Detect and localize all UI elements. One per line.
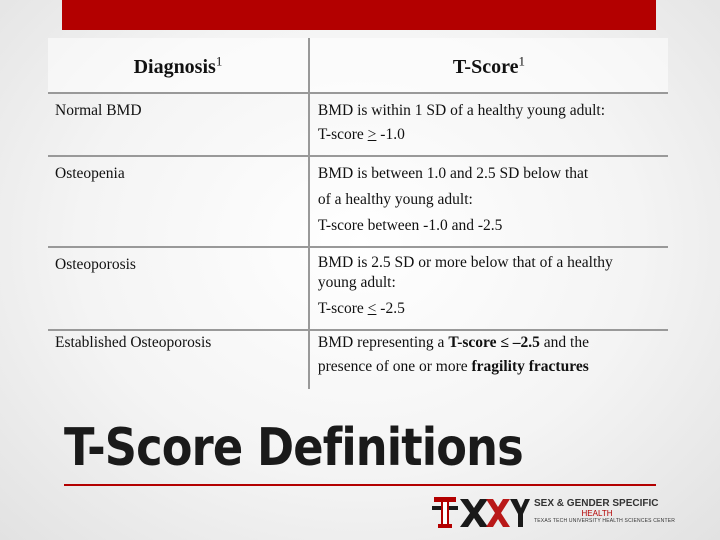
definition-text: T-score	[317, 300, 368, 317]
diagnosis-cell	[48, 93, 309, 156]
t-score-cell	[309, 247, 668, 330]
definition-text: -1.0	[376, 126, 405, 143]
definition-text: BMD representing a	[317, 334, 449, 351]
diagnosis-cell	[48, 247, 309, 330]
header-t-score	[309, 38, 668, 93]
diagnosis-text: Normal BMD	[55, 102, 142, 119]
definition-line	[318, 297, 661, 321]
comparison-symbol: >	[367, 126, 377, 143]
definition-line: young adult:	[317, 274, 396, 291]
table-row	[48, 330, 668, 389]
logo-line-2: HEALTH	[581, 509, 613, 518]
definition-text: T-score	[317, 126, 368, 143]
table-header-row	[48, 38, 668, 93]
header-diagnosis	[48, 38, 309, 93]
diagnosis-text: Osteopenia	[55, 165, 125, 182]
definition-text: and the	[539, 334, 589, 351]
definition-line: BMD is 2.5 SD or more below that of a healthy	[317, 254, 613, 271]
definition-line: T-score between -1.0 and -2.5	[317, 217, 503, 234]
footnote-marker: 1	[518, 52, 525, 68]
definition-line	[318, 123, 661, 147]
slide-title: T-Score Definitions	[64, 418, 523, 478]
definition-emphasis: fragility fractures	[471, 358, 589, 375]
definition-line: BMD is between 1.0 and 2.5 SD below that	[317, 165, 589, 182]
title-underline	[64, 484, 656, 486]
comparison-symbol: <	[367, 300, 377, 317]
header-diagnosis-label: Diagnosis	[133, 55, 216, 78]
table-row	[48, 247, 668, 330]
diagnosis-cell	[48, 156, 309, 247]
diagnosis-text: Established Osteoporosis	[55, 334, 212, 351]
ttu-xy-logo-icon	[430, 494, 530, 530]
diagnosis-text: Osteoporosis	[55, 256, 136, 273]
table-row	[48, 156, 668, 247]
t-score-cell	[309, 330, 668, 389]
footnote-marker: 1	[215, 52, 223, 68]
logo-text	[534, 498, 676, 524]
diagnosis-cell	[48, 330, 309, 389]
definition-text: presence of one or more	[317, 358, 472, 375]
logo-line-3: TEXAS TECH UNIVERSITY HEALTH SCIENCES CENTER	[534, 518, 676, 524]
definition-line	[318, 355, 661, 379]
institution-logo	[430, 494, 676, 530]
t-score-cell	[309, 93, 668, 156]
definition-line: BMD is within 1 SD of a healthy young adult:	[317, 102, 606, 119]
t-score-cell	[309, 156, 668, 247]
definition-line	[318, 331, 661, 355]
top-accent-bar	[62, 0, 656, 30]
t-score-table	[48, 38, 668, 389]
table-row	[48, 93, 668, 156]
definition-line: of a healthy young adult:	[317, 191, 473, 208]
logo-line-1: SEX & GENDER SPECIFIC	[534, 498, 659, 509]
header-t-score-label: T-Score	[452, 55, 519, 78]
definition-text: -2.5	[376, 300, 405, 317]
definition-emphasis: T-score ≤ –2.5	[448, 334, 540, 351]
